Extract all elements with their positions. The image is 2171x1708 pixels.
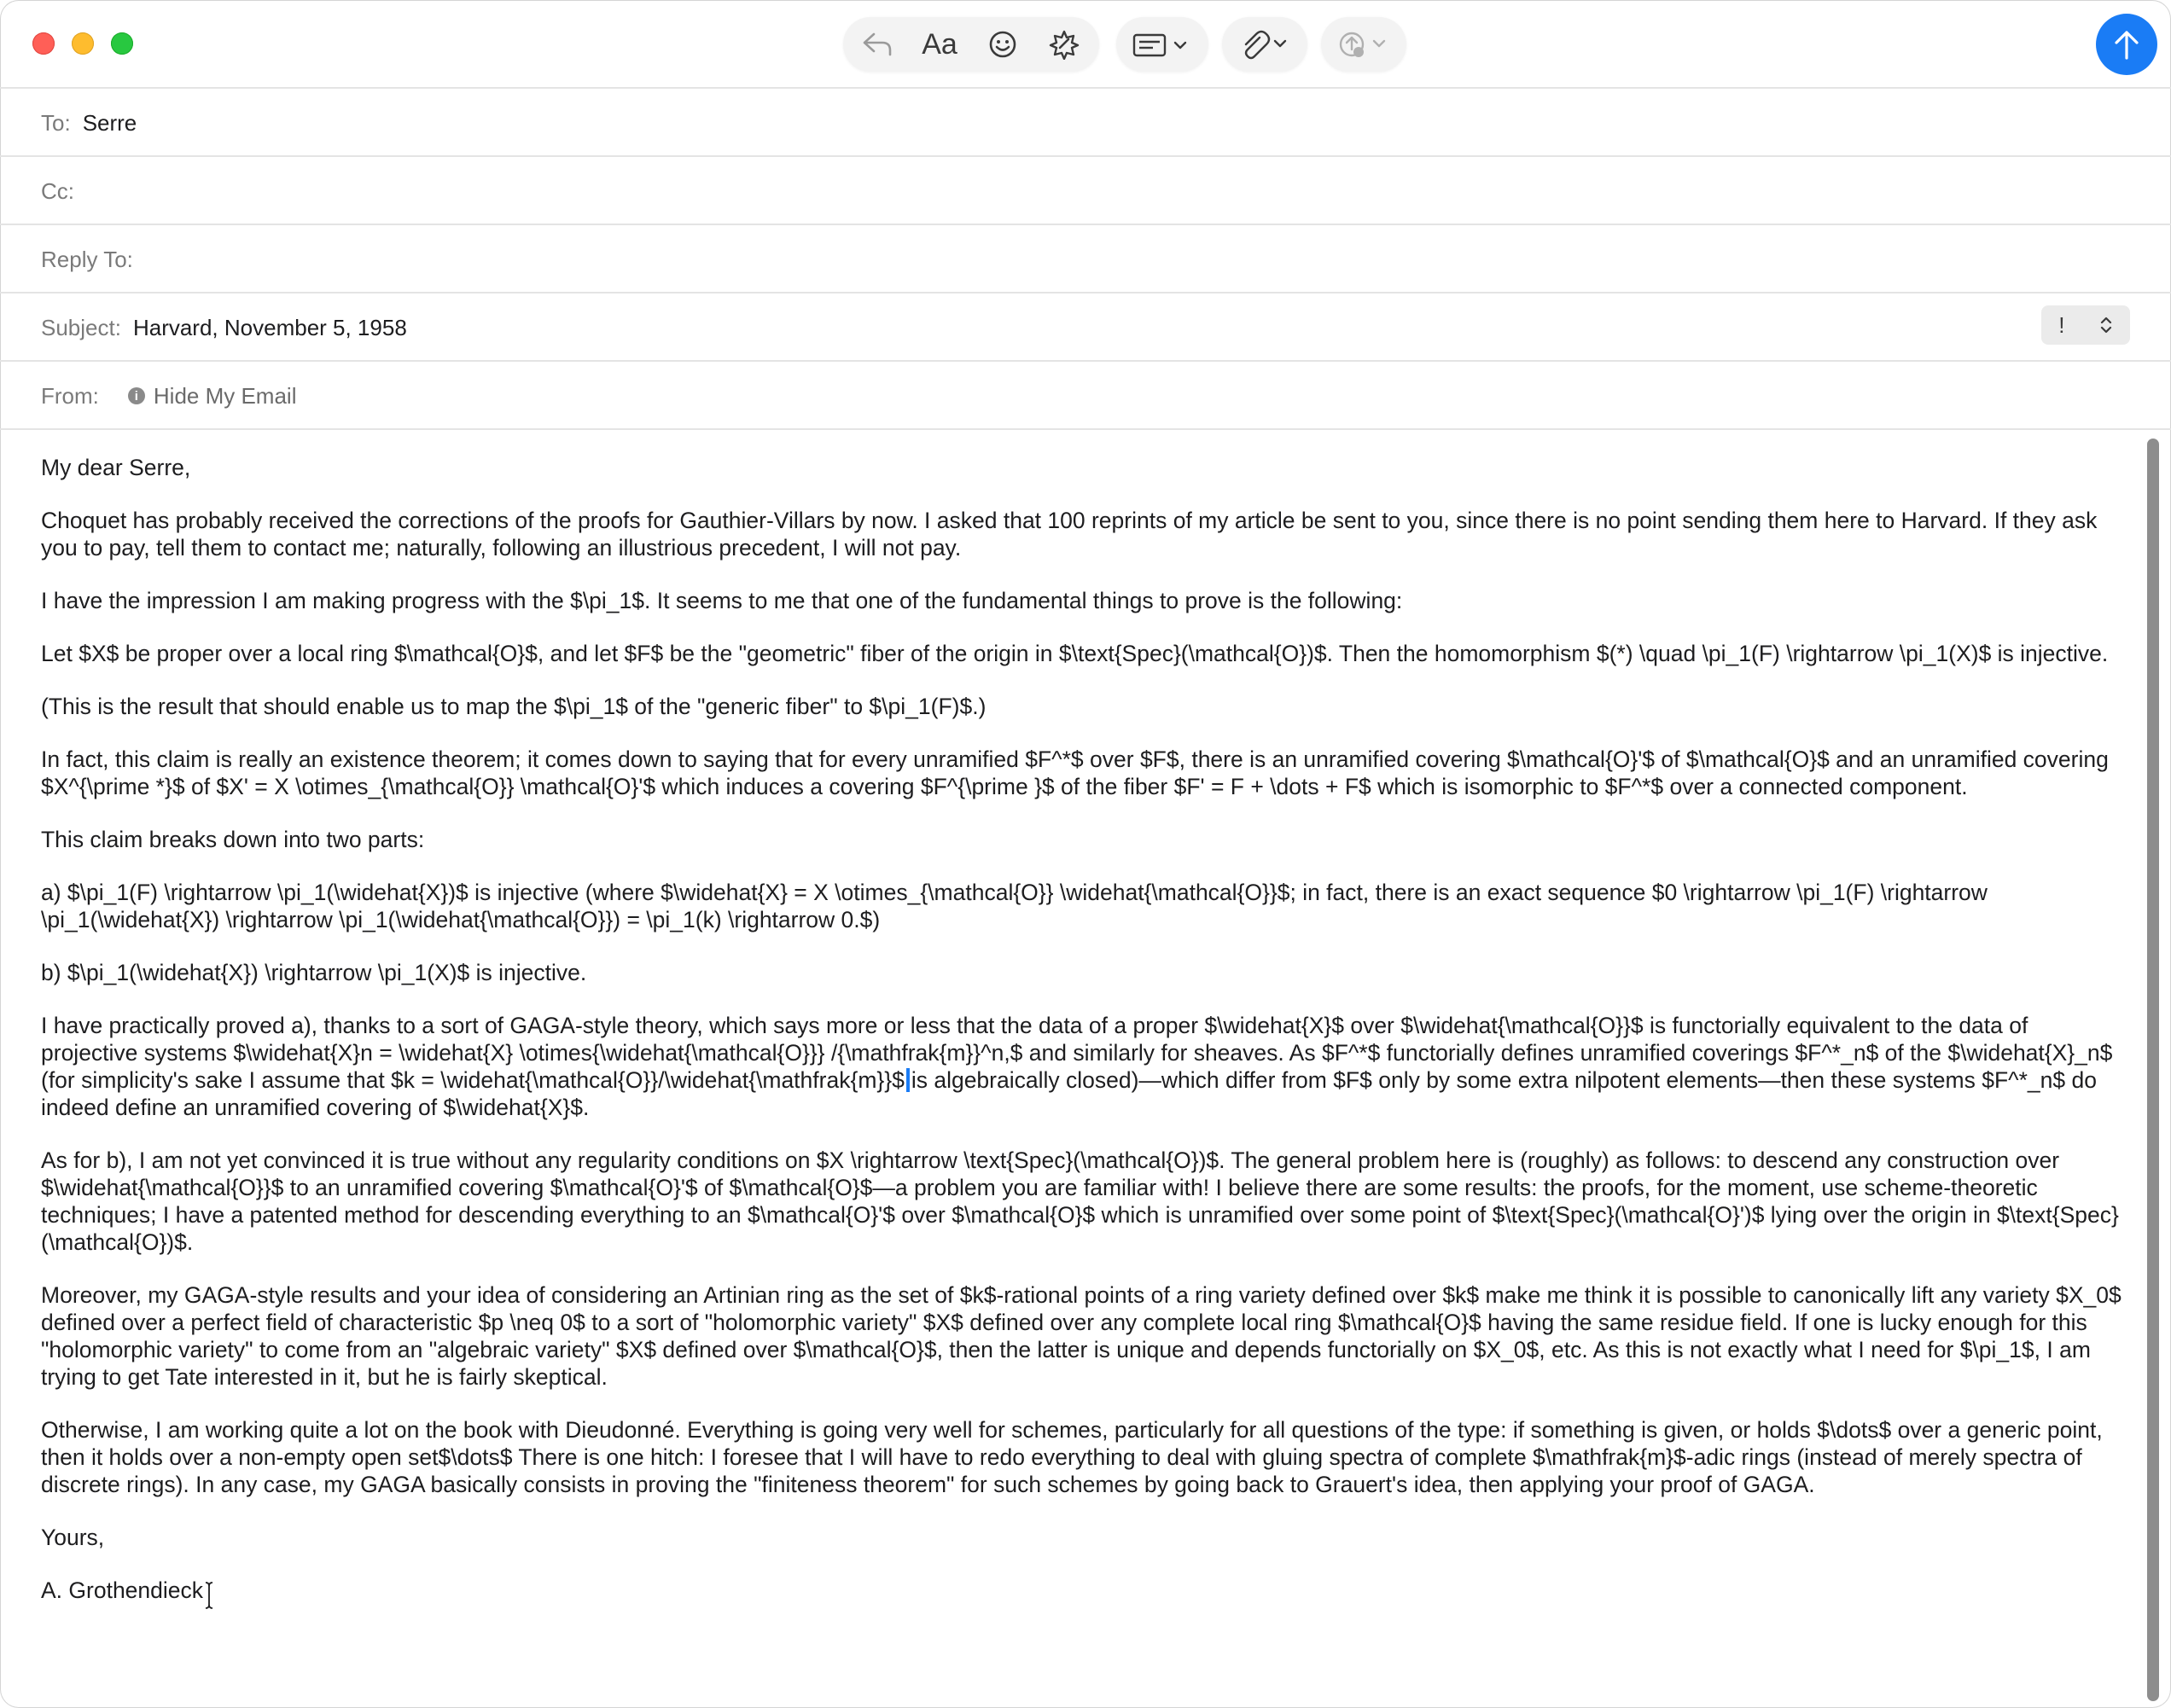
paragraph-5: In fact, this claim is really an existence theorem; it comes down to saying that for every unramified $F^*$ over $F$, there is an unramified covering $\mathcal{O}'$ of $\mathcal{O}$ and an unramified covering $X^{\prime *}$ of $X' = X \otimes_{\mathcal{O}} \mathcal{O}'$ which induces a covering $F^{\prime }$ of the fiber $F' = F + \dots + F$ which is isomorphic to $F^*$ over a connected component.: [41, 747, 2109, 799]
photo-browser-menu-button[interactable]: [1321, 17, 1406, 72]
paragraph-8: b) $\pi_1(\widehat{X}) \rightarrow \pi_1(X)$ is injective.: [41, 960, 587, 985]
smiley-icon[interactable]: [972, 17, 1033, 72]
message-text[interactable]: [41, 454, 2123, 1635]
header-list-icon: [1116, 17, 1208, 72]
greeting: My dear Serre,: [41, 455, 191, 480]
format-text-button[interactable]: Aa: [922, 27, 957, 61]
paragraph-4: (This is the result that should enable us to map the $\pi_1$ of the "generic fiber" to $\pi_1(F)$.): [41, 694, 987, 719]
paragraph-9: [41, 1012, 2123, 1121]
paragraph-7: a) $\pi_1(F) \rightarrow \pi_1(\widehat{X})$ is injective (where $\widehat{X} = X \otimes_{\mathcal{O}} \widehat{\mathcal{O}}$; in fact, there is an exact sequence $0 \rightarrow \pi_1(F) \rightarrow \pi_1(\widehat{X}) \rightarrow \pi_1(\widehat{\mathcal{O}}) = \pi_1(k) \rightarrow 0.$): [41, 880, 1988, 932]
cc-field-row[interactable]: [0, 155, 2171, 225]
reply-to-label: Reply To:: [41, 246, 133, 272]
paragraph-6: This claim breaks down into two parts:: [41, 827, 425, 852]
title-bar: [0, 0, 2171, 87]
header-fields-menu-button[interactable]: [1116, 17, 1208, 72]
send-arrow-icon: [2111, 27, 2142, 61]
paragraph-3: Let $X$ be proper over a local ring $\mathcal{O}$, and let $F$ be the "geometric" fiber of the origin in $\text{Spec}(\mathcal{O})$. Then the homomorphism $(*) \quad \pi_1(F) \rightarrow \pi_1(X)$ is injective.: [41, 641, 2109, 666]
paragraph-9-part-a: I have practically proved a), thanks to a sort of GAGA-style theory, which says more or less that the data of a proper $\widehat{X}$ over $\widehat{\mathcal{O}}$ is functorially equivalent to the data of projective systems $\widehat{X}n = \widehat{X} \otimes{\widehat{\mathcal{O}}} /{\mathfrak{m}}^n,$ and similarly for sheaves. As $F^*$ functorially defines unramified coverings $F^*_n$ of the $\widehat{X}_n$ (for simplicity's sake I assume that $k = \widehat{\mathcal{O}}/\widehat{\mathfrak{m}}$: [41, 1013, 2113, 1093]
to-field[interactable]: Serre: [82, 109, 137, 136]
signature-line: [41, 1577, 2123, 1610]
paragraph-9-part-b: is algebraically closed)—which differ from $F$ only by some extra nilpotent elements—then these systems $F^*_n$ do indeed define an unramified covering of $\widehat{X}$.: [41, 1067, 2097, 1120]
paragraph-10: As for b), I am not yet convinced it is true without any regularity conditions on $X \rightarrow \text{Spec}(\mathcal{O})$. The general problem here is (roughly) as follows: to descend any construction over $\widehat{\mathcal{O}}$ to an unramified covering $\mathcal{O}'$ of $\mathcal{O}$—a problem you are familiar with! I believe there are some results: the proofs, for the moment, use scheme-theoretic techniques; I have a patented method for descending everything to an $\mathcal{O}'$ over $\mathcal{O}$ which is unramified over some point of $\text{Spec}(\mathcal{O}')$ lying over the origin in $\text{Spec}(\mathcal{O})$.: [41, 1147, 2119, 1255]
priority-value: !: [2058, 311, 2065, 338]
up-down-chevron-icon: [2099, 315, 2113, 335]
from-field[interactable]: Hide My Email: [153, 382, 297, 409]
message-body[interactable]: [0, 428, 2171, 1708]
scrollbar-thumb[interactable]: [2147, 439, 2159, 1701]
format-toolbar-group: [843, 17, 1099, 72]
paperclip-icon: [1222, 17, 1307, 72]
attach-menu-button[interactable]: [1222, 17, 1307, 72]
subject-label: Subject:: [41, 314, 121, 340]
closing: Yours,: [41, 1525, 105, 1550]
reply-arrow-icon[interactable]: [847, 17, 907, 72]
text-caret: [906, 1068, 910, 1092]
paragraph-11: Moreover, my GAGA-style results and your idea of considering an Artinian ring as the set of $k$-rational points of a ring variety defined over $k$ make me think it is possible to canonically lift any variety $X_0$ defined over a perfect field of characteristic $p \neq 0$ to a sort of "holomorphic variety" $X$ defined over any complete local ring $\mathcal{O}$ having the same residue field. If one is lucky enough for this "holomorphic variety" to come from an "algebraic variety" $X$ defined over $\mathcal{O}$, then the latter is unique and depends functorially on $X_0$, etc. As this is not exactly what I need for $\pi_1$, I am trying to get Tate interested in it, but he is fairly skeptical.: [41, 1282, 2122, 1390]
reply-to-field-row[interactable]: [0, 224, 2171, 293]
writing-tools-icon[interactable]: [1033, 17, 1095, 72]
close-window-button[interactable]: [32, 32, 55, 55]
from-label: From:: [41, 382, 99, 409]
ibeam-cursor-icon: [205, 1581, 213, 1610]
paragraph-1: Choquet has probably received the corrections of the proofs for Gauthier-Villars by now. I asked that 100 reprints of my article be sent to you, since there is no point sending them here to Harvard. If they ask you to pay, tell them to contact me; naturally, following an illustrious precedent, I will not pay.: [41, 508, 2098, 561]
scrollbar[interactable]: [2140, 432, 2164, 1708]
priority-popup-button[interactable]: [2041, 305, 2130, 345]
paragraph-2: I have the impression I am making progress with the $\pi_1$. It seems to me that one of the fundamental things to prove is the following:: [41, 588, 1403, 613]
signature: A. Grothendieck: [41, 1577, 204, 1603]
subject-field[interactable]: Harvard, November 5, 1958: [132, 314, 407, 340]
to-field-row[interactable]: [0, 87, 2171, 157]
minimize-window-button[interactable]: [72, 32, 94, 55]
cc-label: Cc:: [41, 177, 74, 204]
photo-browser-icon: [1321, 17, 1406, 72]
send-button[interactable]: [2096, 14, 2157, 75]
zoom-window-button[interactable]: [111, 32, 133, 55]
info-icon: i: [128, 387, 145, 404]
to-label: To:: [41, 109, 71, 136]
from-field-row[interactable]: [0, 360, 2171, 430]
subject-field-row[interactable]: [0, 292, 2171, 362]
paragraph-12: Otherwise, I am working quite a lot on the book with Dieudonné. Everything is going very well for schemes, particularly for all questions of the type: if something is given, or holds $\dots$ over a generic point, then it holds over a non-empty open set$\dots$ There is one hitch: I foresee that I will have to redo everything to deal with gluing spectra of complete $\mathfrak{m}$-adic rings (instead of merely spectra of discrete rings). In any case, my GAGA basically consists in proving the "finiteness theorem" for such schemes by going back to Grauert's idea, then applying your proof of GAGA.: [41, 1417, 2103, 1497]
